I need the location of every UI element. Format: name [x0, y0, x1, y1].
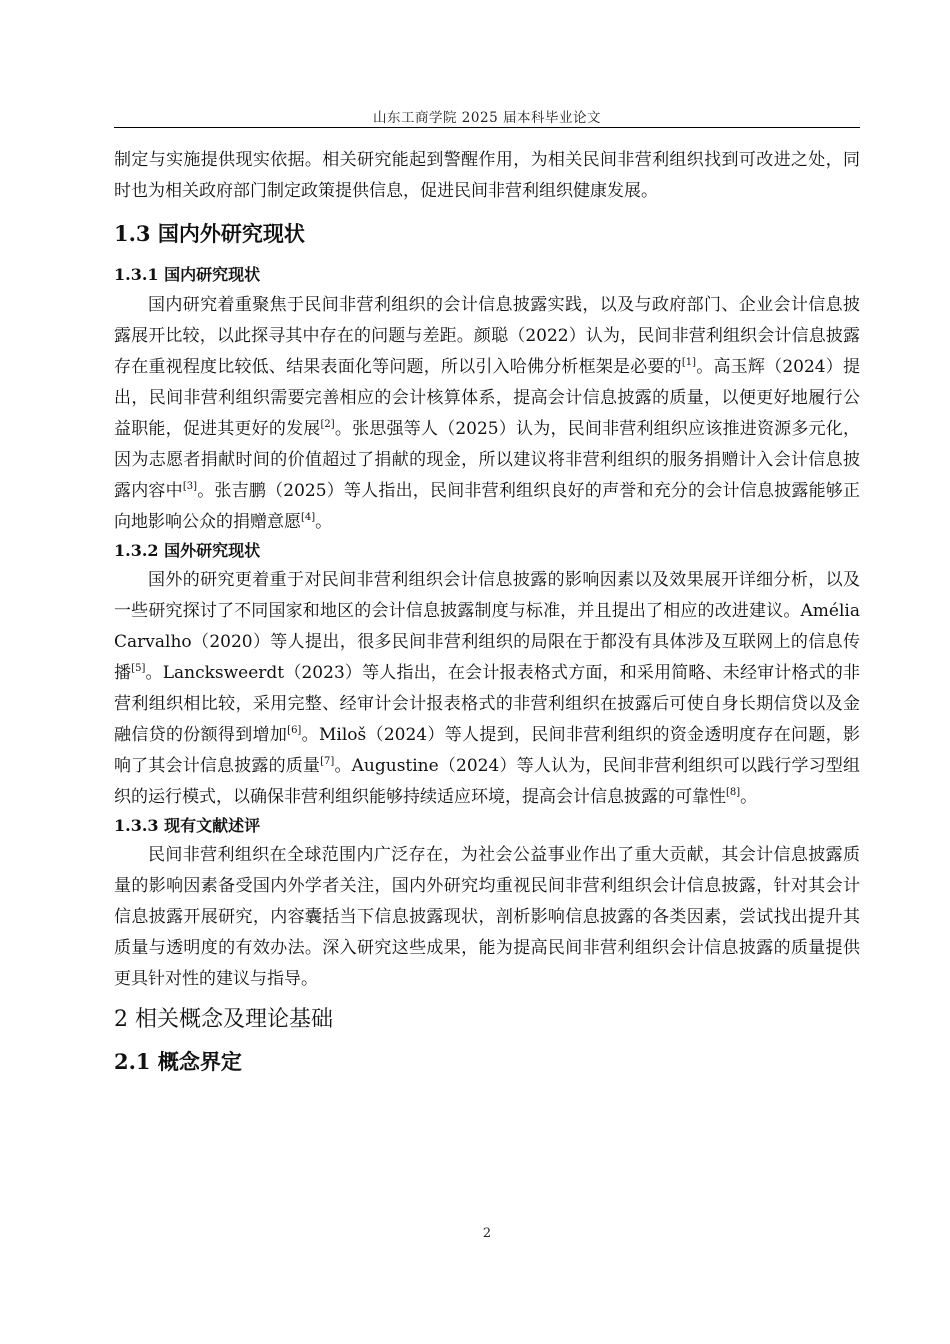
citation-8[interactable]: [8]	[726, 787, 741, 798]
subsection-heading-1-3-2: 1.3.2 国外研究现状	[114, 541, 261, 560]
subsection-heading-1-3-1: 1.3.1 国内研究现状	[114, 265, 261, 284]
subsection-heading-1-3-3: 1.3.3 现有文献述评	[114, 816, 261, 835]
citation-5[interactable]: [5]	[131, 663, 146, 674]
citation-4[interactable]: [4]	[301, 512, 316, 523]
paragraph-foreign-research	[114, 565, 860, 813]
page-number: 2	[482, 1226, 492, 1241]
text-run: 。Miloš（2024）等人提到，民间非营利组织的资金透明度存在问题，影响了其会计信息披露的质量	[114, 725, 861, 776]
running-header: 山东工商学院 2025 届本科毕业论文	[373, 110, 601, 126]
section-heading-1-3: 1.3 国内外研究现状	[114, 221, 305, 246]
citation-1[interactable]: [1]	[681, 357, 697, 368]
text-run: 。张吉鹏（2025）等人指出，民间非营利组织良好的声誉和充分的会计信息披露能够正向地影响公众的捐赠意愿	[114, 481, 861, 532]
citation-7[interactable]: [7]	[320, 756, 335, 767]
text-run: 。	[315, 512, 333, 532]
paragraph-domestic-research	[114, 290, 860, 538]
citation-3[interactable]: [3]	[182, 481, 198, 492]
text-run: 。Lancksweerdt（2023）等人指出，在会计报表格式方面，和采用简略、未经审计格式的非营利组织相比较，采用完整、经审计会计报表格式的非营利组织在披露后可使自身长期信贷以及金融信贷的份额得到增加	[114, 663, 861, 745]
page-body	[114, 145, 860, 1077]
text-run: 国内研究着重聚焦于民间非营利组织的会计信息披露实践，以及与政府部门、企业会计信息披露展开比较，以此探寻其中存在的问题与差距。颜聪（2022）认为，民间非营利组织会计信息披露存在重视程度比较低、结果表面化等问题，所以引入哈佛分析框架是必要的	[114, 295, 860, 377]
citation-6[interactable]: [6]	[287, 725, 302, 736]
chapter-heading-2: 2 相关概念及理论基础	[114, 1007, 333, 1032]
text-run: 。Augustine（2024）等人认为，民间非营利组织可以践行学习型组织的运行模式，以确保非营利组织能够持续适应环境，提高会计信息披露的可靠性	[114, 756, 860, 807]
paragraph-continued: 制定与实施提供现实依据。相关研究能起到警醒作用，为相关民间非营利组织找到可改进之处，同时也为相关政府部门制定政策提供信息，促进民间非营利组织健康发展。	[114, 150, 860, 201]
text-run: 国外的研究更着重于对民间非营利组织会计信息披露的影响因素以及效果展开详细分析，以及一些研究探讨了不同国家和地区的会计信息披露制度与标准，并且提出了相应的改进建议。Amélia Carvalho（2020）等人提出，很多民间非营利组织的局限在于都没有具体涉及互联网上的信息传播	[114, 570, 860, 683]
text-run: 。高玉辉（2024）提出，民间非营利组织需要完善相应的会计核算体系，提高会计信息披露的质量，以便更好地履行公益职能，促进其更好的发展	[114, 357, 860, 439]
text-run: 。	[740, 787, 758, 807]
paragraph-literature-review: 民间非营利组织在全球范围内广泛存在，为社会公益事业作出了重大贡献，其会计信息披露质量的影响因素备受国内外学者关注，国内外研究均重视民间非营利组织会计信息披露，针对其会计信息披露开展研究，内容囊括当下信息披露现状，剖析影响信息披露的各类因素，尝试找出提升其质量与透明度的有效办法。深入研究这些成果，能为提高民间非营利组织会计信息披露的质量提供更具针对性的建议与指导。	[114, 845, 860, 989]
text-run: 。张思强等人（2025）认为，民间非营利组织应该推进资源多元化，因为志愿者捐献时间的价值超过了捐献的现金，所以建议将非营利组织的服务捐赠计入会计信息披露内容中	[114, 419, 861, 501]
section-heading-2-1: 2.1 概念界定	[114, 1049, 242, 1074]
header-rule	[114, 127, 860, 128]
citation-2[interactable]: [2]	[320, 419, 335, 430]
